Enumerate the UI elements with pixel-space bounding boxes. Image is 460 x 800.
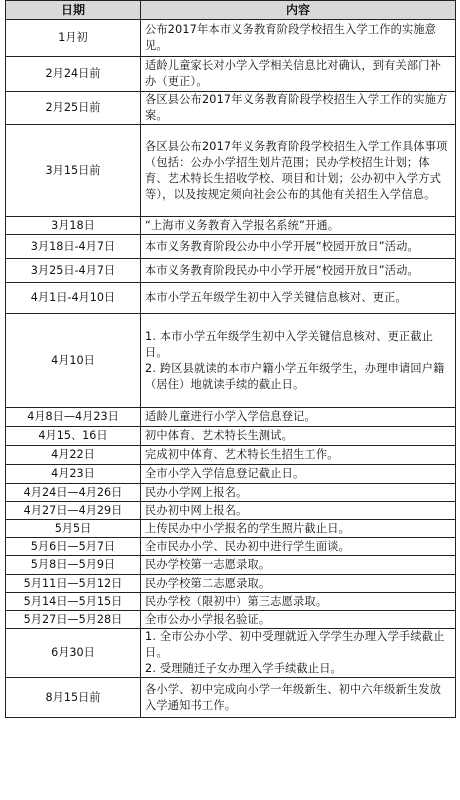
table-row xyxy=(6,465,456,484)
row-content: 适龄儿童家长对小学入学相关信息比对确认，到有关部门补办（更正）。 xyxy=(141,57,456,92)
table-row xyxy=(6,538,456,556)
row-content: 完成初中体育、艺术特长生招生工作。 xyxy=(141,446,456,465)
row-date: 5月6日—5月7日 xyxy=(6,538,141,556)
table-row xyxy=(6,259,456,283)
row-date: 4月27日—4月29日 xyxy=(6,502,141,520)
table-row xyxy=(6,629,456,678)
table-row xyxy=(6,502,456,520)
row-date: 6月30日 xyxy=(6,629,141,678)
table-row xyxy=(6,125,456,217)
table-row xyxy=(6,408,456,427)
row-content: 本市义务教育阶段民办中小学开展“校园开放日”活动。 xyxy=(141,259,456,283)
row-date: 4月8日—4月23日 xyxy=(6,408,141,427)
row-content: 公布2017年本市义务教育阶段学校招生入学工作的实施意见。 xyxy=(141,20,456,57)
row-date: 4月22日 xyxy=(6,446,141,465)
row-date: 3月25日-4月7日 xyxy=(6,259,141,283)
table-row xyxy=(6,20,456,57)
row-date: 3月18日 xyxy=(6,217,141,235)
row-content: 各区县公布2017年义务教育阶段学校招生入学工作具体事项（包括：公办小学招生划片范围；民办学校招生计划；体育、艺术特长生招收学校、项目和计划；公办初中入学方式等），以及按规定须向社会公布的其他有关招生入学信息。 xyxy=(141,125,456,217)
row-content: 初中体育、艺术特长生测试。 xyxy=(141,427,456,446)
table-row xyxy=(6,446,456,465)
table-row xyxy=(6,575,456,593)
row-content: 民办学校第二志愿录取。 xyxy=(141,575,456,593)
row-content: 各小学、初中完成向小学一年级新生、初中六年级新生发放入学通知书工作。 xyxy=(141,678,456,718)
row-date: 4月24日—4月26日 xyxy=(6,484,141,502)
row-content: 1. 全市公办小学、初中受理就近入学学生办理入学手续截止日。 2. 受理随迁子女办理入学手续截止日。 xyxy=(141,629,456,678)
table-row xyxy=(6,593,456,611)
row-date: 2月25日前 xyxy=(6,92,141,125)
row-content: 民办初中网上报名。 xyxy=(141,502,456,520)
row-date: 3月18日-4月7日 xyxy=(6,235,141,259)
table-row xyxy=(6,314,456,408)
row-content: 全市民办小学、民办初中进行学生面谈。 xyxy=(141,538,456,556)
row-date: 5月5日 xyxy=(6,520,141,538)
row-content: 各区县公布2017年义务教育阶段学校招生入学工作的实施方案。 xyxy=(141,92,456,125)
row-date: 4月10日 xyxy=(6,314,141,408)
row-date: 3月15日前 xyxy=(6,125,141,217)
row-date: 4月1日-4月10日 xyxy=(6,283,141,314)
row-date: 4月23日 xyxy=(6,465,141,484)
table-row xyxy=(6,611,456,629)
row-date: 2月24日前 xyxy=(6,57,141,92)
table-row xyxy=(6,235,456,259)
table-row xyxy=(6,678,456,718)
row-content: 本市小学五年级学生初中入学关键信息核对、更正。 xyxy=(141,283,456,314)
header-content: 内容 xyxy=(141,1,456,20)
row-content: 适龄儿童进行小学入学信息登记。 xyxy=(141,408,456,427)
table-row xyxy=(6,556,456,575)
row-content: 全市小学入学信息登记截止日。 xyxy=(141,465,456,484)
row-content: “上海市义务教育入学报名系统”开通。 xyxy=(141,217,456,235)
row-date: 8月15日前 xyxy=(6,678,141,718)
row-content: 全市公办小学报名验证。 xyxy=(141,611,456,629)
table-row xyxy=(6,484,456,502)
enrollment-schedule-table xyxy=(5,0,456,718)
row-date: 5月8日—5月9日 xyxy=(6,556,141,575)
header-date: 日期 xyxy=(6,1,141,20)
table-row xyxy=(6,427,456,446)
row-content: 上传民办中小学报名的学生照片截止日。 xyxy=(141,520,456,538)
row-content: 民办学校第一志愿录取。 xyxy=(141,556,456,575)
row-date: 5月11日—5月12日 xyxy=(6,575,141,593)
table-row xyxy=(6,57,456,92)
table-row xyxy=(6,520,456,538)
table-row xyxy=(6,283,456,314)
table-row xyxy=(6,217,456,235)
row-content: 民办小学网上报名。 xyxy=(141,484,456,502)
row-date: 4月15、16日 xyxy=(6,427,141,446)
row-date: 5月27日—5月28日 xyxy=(6,611,141,629)
table-body xyxy=(6,20,456,718)
row-date: 1月初 xyxy=(6,20,141,57)
table-row xyxy=(6,92,456,125)
row-content: 1. 本市小学五年级学生初中入学关键信息核对、更正截止日。 2. 跨区县就读的本市户籍小学五年级学生，办理申请回户籍（居住）地就读手续的截止日。 xyxy=(141,314,456,408)
row-content: 本市义务教育阶段公办中小学开展“校园开放日”活动。 xyxy=(141,235,456,259)
row-date: 5月14日—5月15日 xyxy=(6,593,141,611)
row-content: 民办学校（限初中）第三志愿录取。 xyxy=(141,593,456,611)
table-header-row xyxy=(6,1,456,20)
